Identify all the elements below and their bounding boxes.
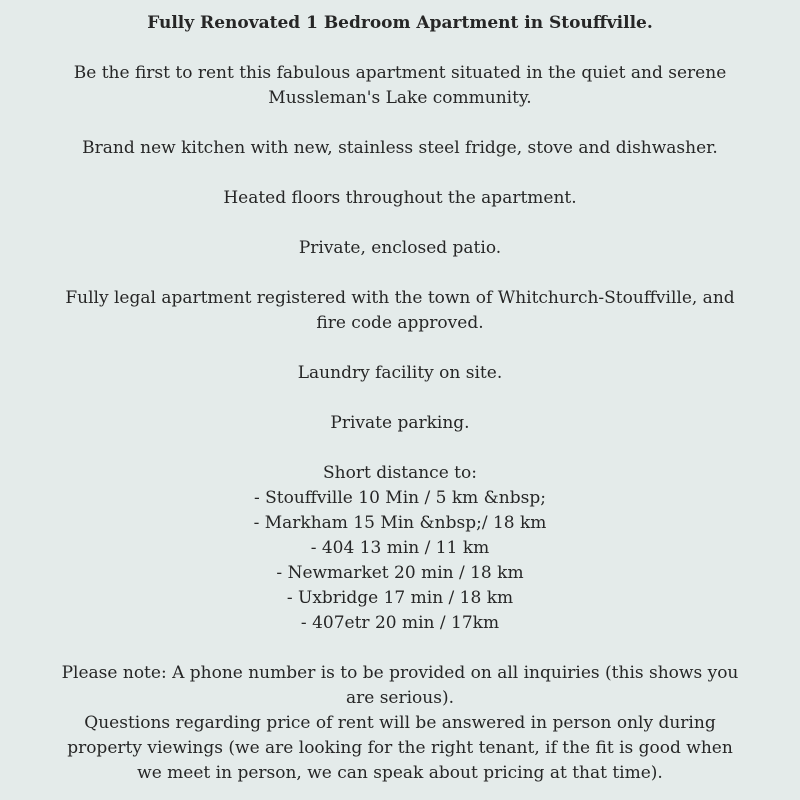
listing-title: Fully Renovated 1 Bedroom Apartment in Stouffville.	[147, 13, 653, 33]
pricing-note: Questions regarding price of rent will be answered in person only during property viewings (we are looking for the right tenant, if the fit is good when we meet in person, we can speak about pricing at that time).	[67, 713, 733, 783]
parking-paragraph: Private parking.	[330, 413, 470, 433]
patio-paragraph: Private, enclosed patio.	[298, 238, 502, 258]
listing-document	[60, 11, 740, 786]
distance-section	[60, 461, 740, 636]
intro-paragraph: Be the first to rent this fabulous apartment situated in the quiet and serene Mussleman's Lake community.	[73, 63, 727, 108]
laundry-paragraph: Laundry facility on site.	[297, 363, 503, 383]
phone-note: Please note: A phone number is to be provided on all inquiries (this shows you are serious).	[61, 663, 739, 708]
distance-heading: Short distance to:	[323, 463, 477, 483]
distance-item: - Markham 15 Min &nbsp;/ 18 km	[253, 513, 547, 533]
legal-paragraph: Fully legal apartment registered with the town of Whitchurch-Stouffville, and fire code approved.	[65, 288, 735, 333]
distance-item: - Stouffville 10 Min / 5 km &nbsp;	[254, 488, 546, 508]
distance-item: - 407etr 20 min / 17km	[300, 613, 500, 633]
distance-item: - 404 13 min / 11 km	[310, 538, 490, 558]
distance-item: - Newmarket 20 min / 18 km	[276, 563, 524, 583]
floors-paragraph: Heated floors throughout the apartment.	[223, 188, 577, 208]
distance-item: - Uxbridge 17 min / 18 km	[286, 588, 514, 608]
kitchen-paragraph: Brand new kitchen with new, stainless steel fridge, stove and dishwasher.	[82, 138, 718, 158]
